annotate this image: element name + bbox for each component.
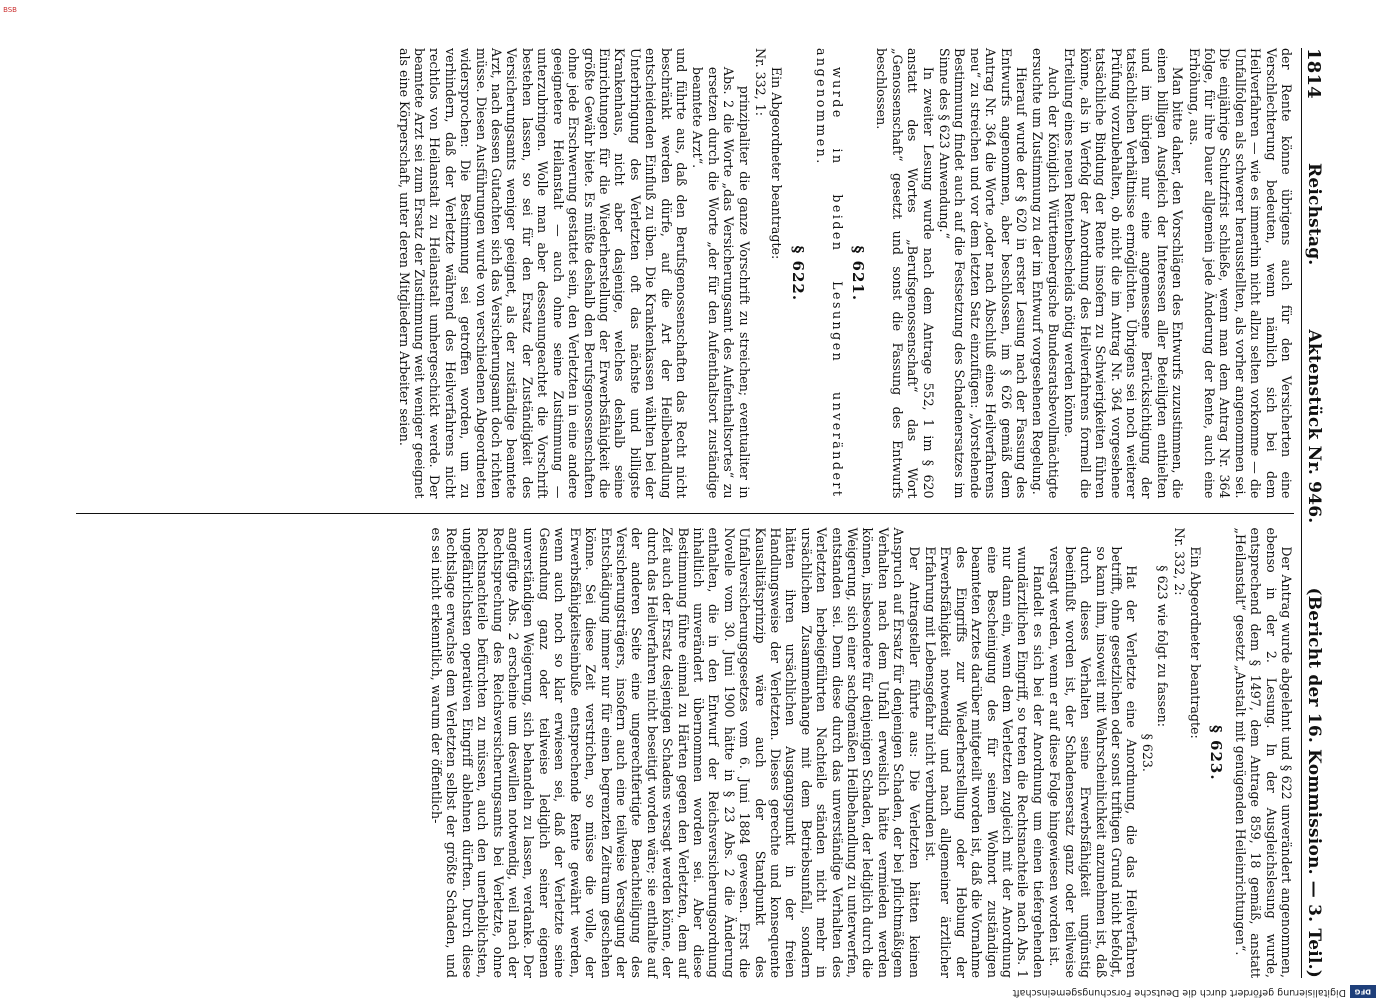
paragraph: In zweiter Lesung wurde nach dem Antrage 552, 1 im § 620 anstatt des Wortes „Berufsgenossenschaft“ das Wort „Genossenschaft“ gesetzt und sonst die Fassung des Entwurfs beschlossen.: [874, 48, 936, 499]
quoted-motion: Handelt es sich bei der Anordnung um einen tiefergehenden wundärztlichen Eingriff, so treten die Rechtsnachteile nach Abs. 1 nur dann ein, wenn dem Verletzten zugleich mit der Anordnung eine Bescheinigung des für seinen Wohnort zuständigen beamteten Arztes darüber mitgeteilt worden ist, daß die Vornahme des Eingriffs zur Wiederherstellung oder Hebung der Erwerbsfähigkeit notwendig und nach allgemeiner ärztlicher Erfahrung mit Lebensgefahr nicht verbunden ist.: [923, 546, 1046, 978]
paragraph: § 623 wie folgt zu fassen:: [1155, 565, 1171, 727]
right-column: [76, 514, 1294, 979]
section-heading-621: § 621.: [849, 245, 868, 302]
section-heading-622: § 622.: [788, 245, 807, 302]
paragraph: Man bitte daher, den Vorschlägen des Entwurfs zuzustimmen, die einen billigen Ausgleich der Interessen aller Beteiligten enthielten und im übrigen nur eine angemessene Berücksichtigung der tatsächlichen Verhältnisse ermöglichten. Übrigens sei noch weiterer Prüfung vorzubehalten, ob nicht die im Antrag Nr. 364 vorgesehene tatsächliche Bindung der Rente insofern zu Schwierigkeiten führen könne, als in Verfolg der Anordnung des Heilverfahrens formell die Erteilung eines neuen Rentenbescheids nötig werden könne.: [1062, 48, 1186, 499]
library-stamp: BSB: [3, 6, 17, 14]
scanned-page: [76, 48, 1346, 978]
paragraph: und führte aus, daß den Berufsgenossenschaften das Recht nicht beschränkt werden dürfe, auf die Art der Heilbehandlung entscheidenden Einfluß zu üben. Die Krankenkassen wählten bei der Unterbringung des Verletzten oft das nächste und billigste Krankenhaus, nicht aber dasjenige, welches deshalb seine Einrichtungen für die Wiederherstellung der Erwerbsfähigkeit die größte Gewähr biete. Es müßte deshalb den Berufsgenossenschaften ohne jede Erschwerung gestattet sein, den Verletzten in eine andere geeignetere Heilanstalt — auch ohne seine Zustimmung — unterzubringen. Wolle man aber dessenungeachtet die Vorschrift bestehen lassen, so sei für den Ersatz der Zuständigkeit des Versicherungsamts weniger geeignet, als der zuständige beamtete Arzt, nach dessen Gutachten sich das Versicherungsamt doch richten müsse. Diesen Ausführungen wurde von verschiedenen Abgeordneten widersprochen: Die Bestimmung sei getroffen worden, um zu verhindern, daß der Verletzte während des Heilverfahrens nicht rechtlos von Heilanstalt zu Heilanstalt umhergeschickt werde. Der beamtete Arzt sei zum Ersatz der Zustimmung weit weniger geeignet als eine Körperschaft, unter deren Mitgliedern Arbeiter seien.: [396, 48, 689, 499]
paragraph: der Rente könne übrigens auch für den Versicherten eine Verschlechterung bedeuten, wenn nämlich sich bei dem Heilverfahren — wie es immerhin nicht allzu selten vorkomme — die Unfallfolgen als schwerer herausstellten, als vorher angenommen sei. Die einjährige Schutzfrist schließe, wenn man dem Antrag Nr. 364 folge, für ihre Dauer allgemein jede Änderung der Rente, auch eine Erhöhung, aus.: [1186, 48, 1294, 499]
paragraph: Hierauf wurde der § 620 in erster Lesung nach der Fassung des Entwurfs angenommen, aber beschlossen, im § 626 gemäß dem Antrag Nr. 364 die Worte „oder nach Abschluß eines Heilverfahrens neu“ zu streichen und vor dem letzten Satz einzufügen: „Vorstehende Bestimmung findet auch auf die Festsetzung des Schadenersatzes im Sinne des § 623 Anwendung.“: [937, 48, 1030, 499]
paragraph: Ein Abgeordneter beantragte:: [769, 66, 785, 260]
text-columns: [76, 48, 1294, 978]
paragraph: wurde in beiden Lesungen unverändert angenommen.: [814, 48, 845, 499]
digitization-note: Digitalisierung gefördert durch die Deutsche Forschungsgemeinschaft: [1012, 987, 1346, 998]
page-number: 1814: [1303, 48, 1325, 99]
header-right-title: (Bericht der 16. Kommission. — 3. Teil.): [1304, 587, 1325, 978]
left-column: [76, 48, 1294, 514]
paragraph: Ein Abgeordneter beantragte:: [1187, 546, 1203, 739]
paragraph: Der Antrag wurde abgelehnt und § 622 unverändert angenommen, ebenso in der 2. Lesung. In der Ausgleichslesung wurde, entsprechend dem § 1497, dem Antrage 859, 18 gemäß, anstatt „Heilanstalt“ gesetzt „Anstalt mit genügenden Heileinrichtungen“.: [1232, 527, 1294, 978]
paragraph: Nr. 332, 1:: [753, 48, 768, 116]
dfg-logo: DFG: [1350, 985, 1376, 998]
quoted-motion: Hat der Verletzte eine Anordnung, die das Heilverfahren betrifft, ohne gesetzlichen oder sonst triftigen Grund nicht befolgt, so kann ihm, insoweit mit Wahrscheinlichkeit anzunehmen ist, daß durch dieses Verhalten seine Erwerbsfähigkeit ungünstig beeinflußt worden ist, der Schadensersatz ganz oder teilweise versagt werden, wenn er auf diese Folge hingewiesen worden ist.: [1047, 546, 1140, 978]
header-center-title: Aktenstück Nr. 946.: [1304, 329, 1325, 524]
page-header: [1301, 48, 1346, 978]
quoted-motion: prinzipaliter die ganze Vorschrift zu streichen; eventualiter in Abs. 2 die Worte „das Versicherungsamt des Aufenthaltsortes“ zu ersetzen durch die Worte „der für den Aufenthaltsort zuständige beamtete Arzt“.: [690, 66, 752, 499]
paragraph: Nr. 332, 2:: [1171, 527, 1187, 596]
section-heading-623: § 623.: [1207, 724, 1226, 781]
header-left-title: Reichstag.: [1304, 163, 1325, 266]
paragraph: Der Antragsteller führte aus: Die Verletzten hätten keinen Anspruch auf Ersatz für denjenigen Schaden, der bei pflichtmäßigem Verhalten nach dem Unfall erweislich hätte vermieden werden können, insbesondere für denjenigen Schaden, der lediglich durch die Weigerung, sich einer sachgemäßen Heilbehandlung zu unterwerfen, entstanden sei. Denn diese durch das unverständige Verhalten des Verletzten herbeigeführten Nachteile ständen nicht mehr in ursächlichem Zusammenhange mit dem Betriebsunfall, sondern hätten ihren ursächlichen Ausgangspunkt in der freien Handlungsweise der Verletzten. Dieses gerechte und konsequente Kausalitätsprinzip wäre auch der Standpunkt des Unfallversicherungsgesetzes vom 6. Juni 1884 gewesen. Erst die Novelle vom 30. Juni 1900 hätte in § 23 Abs. 2 die Änderung enthalten, die in den Entwurf der Reichsversicherungsordnung inhaltlich unverändert übernommen worden sei. Aber diese Bestimmung führe einmal zu Härten gegen den Verletzten, dem auf Zeit auch der Ersatz desjenigen Schadens versagt werden könne, der durch das Heilverfahren nicht beseitigt worden wäre; sie enthalte auf der anderen Seite eine ungerechtfertigte Benachteiligung des Versicherungsträgers, insofern auch eine teilweise Versagung der Entschädigung immer nur für einen begrenzten Zeitraum geschehen könne. Sei diese Zeit verstrichen, so müsse die volle, der Erwerbsfähigkeitseinbuße entsprechende Rente gewährt werden, wenn auch noch so klar erwiesen sei, daß der Verletzte seine Gesundung ganz oder teilweise lediglich seiner eigenen unverständigen Weigerung, sich behandeln zu lassen, verdanke. Der angefügte Abs. 2 erscheine um deswillen notwendig, weil nach der Rechtsprechung des Reichsversicherungsamts bei Verletzte, ohne Rechtsnachteile befürchten zu müssen, auch den unerheblichsten, ungefährlichsten operativen Eingriff ablehnen dürften. Durch diese Rechtslage erwachse dem Verletzten selbst der größte Schaden, und es sei nicht erkenntlich, warum der öffentlich-: [429, 527, 922, 978]
subsection-heading: § 623.: [1139, 733, 1155, 772]
paragraph: Auch der Königlich Württembergische Bundesratsbevollmächtigte ersuchte um Zustimmung zu der im Entwurf vorgesehenen Regelung.: [1030, 48, 1061, 499]
